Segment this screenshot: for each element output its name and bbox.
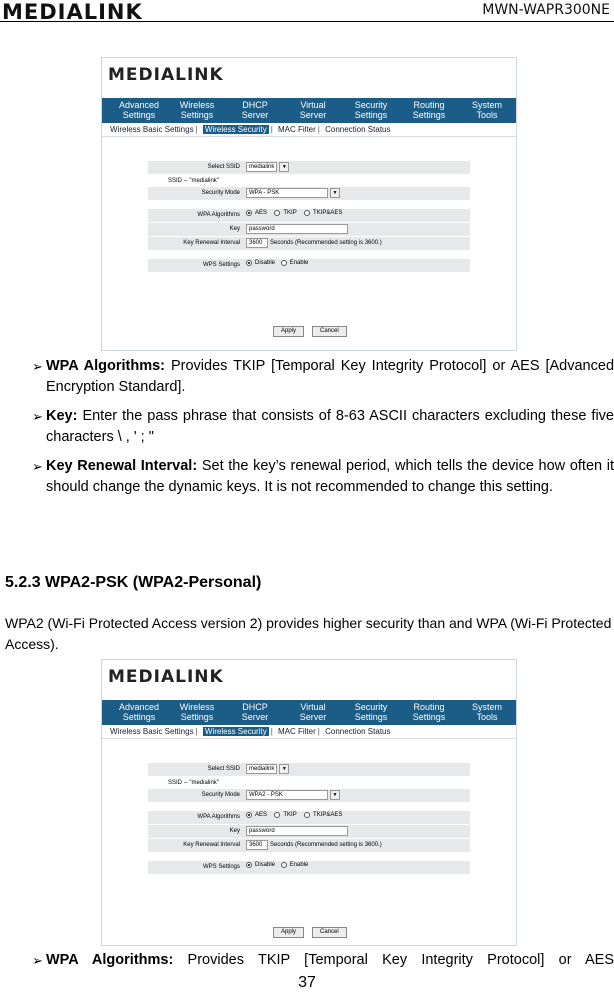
bullet-term: Key Renewal Interval: [46,458,198,474]
screenshot-wpa2-psk [101,659,517,946]
bullet-term: WPA Algorithms: [46,952,174,968]
aes-label: AES [255,210,268,216]
renewal-row [148,839,470,852]
subnav-wireless-basic[interactable]: Wireless Basic Settings [110,727,194,736]
select-ssid-label: Select SSID [207,766,240,772]
ssid-note: SSID -- "medialink" [168,780,219,786]
wpa-algorithms-row [148,209,470,222]
router-subnav: Wireless Basic Settings | Wireless Security | MAC Filter | Connection Status [102,725,516,739]
wps-enable-label: Enable [289,260,309,266]
bullet-wpa-algorithms [32,356,614,400]
bullet-text: Provides TKIP [Temporal Key Integrity Protocol] or AES [Advanced Encryption Standard]. [46,358,614,395]
tkip-aes-label: TKIP&AES [313,812,343,818]
nav-routing-settings[interactable]: Routing Settings [412,100,446,120]
tkip-aes-label: TKIP&AES [313,210,343,216]
wps-disable-label: Disable [255,260,276,266]
subnav-mac-filter[interactable]: MAC Filter [278,125,316,134]
subnav-wireless-security[interactable]: Wireless Security [204,727,267,736]
nav-wireless-settings[interactable]: Wireless Settings [179,702,215,722]
bullet-text: Set the key’s renewal period, which tells the device how often it should change the dynamic keys. It is not recommended to change this setting. [46,458,614,495]
bullet-text: Provides TKIP [Temporal Key Integrity Protocol] or AES [173,952,614,968]
bullet-text: Enter the pass phrase that consists of 8-63 ASCII characters excluding these five characters \ , ' ; " [46,408,614,445]
radio-wps-disable[interactable] [246,260,252,266]
router-logo: MEDIALINK [108,667,224,687]
chevron-down-icon[interactable]: ▼ [330,790,340,800]
bullet-wpa2-algorithms [32,950,614,972]
bullet-term: WPA Algorithms: [46,358,166,374]
apply-button[interactable]: Apply [273,326,304,337]
section-title: 5.2.3 WPA2-PSK (WPA2-Personal) [5,574,262,591]
wps-enable-label: Enable [289,862,309,868]
wps-label: WPS Settings [202,864,240,870]
security-mode-row [148,187,470,200]
renewal-label: Key Renewal Interval [183,842,240,848]
router-logo-bar [102,660,516,700]
key-label: Key [229,226,240,232]
settings-form [148,161,470,273]
nav-virtual-server[interactable]: Virtual Server [299,100,327,120]
arrow-bullet-icon: ➢ [32,953,43,968]
nav-system-tools[interactable]: System Tools [471,702,502,722]
subnav-mac-filter[interactable]: MAC Filter [278,727,316,736]
header-logo: MEDIALINK [2,0,143,24]
nav-wireless-settings[interactable]: Wireless Settings [179,100,215,120]
security-mode-label: Security Mode [201,190,240,196]
radio-wps-enable[interactable] [281,260,287,266]
bullet-key [32,406,614,450]
wps-label: WPS Settings [202,262,240,268]
wps-row [148,259,470,272]
key-row [148,825,470,838]
form-buttons [273,927,347,938]
security-mode-select[interactable]: WPA2 - PSK [246,790,328,800]
security-mode-label: Security Mode [201,792,240,798]
ssid-select[interactable]: medialink [246,764,277,774]
ssid-note: SSID -- "medialink" [168,178,219,184]
subnav-connection-status[interactable]: Connection Status [325,125,391,134]
nav-security-settings[interactable]: Security Settings [354,100,388,120]
renewal-input[interactable]: 3600 [246,238,268,248]
page-number: 37 [298,974,316,991]
radio-tkip-aes[interactable] [304,812,310,818]
header-model: MWN-WAPR300NE [482,2,610,18]
nav-routing-settings[interactable]: Routing Settings [412,702,446,722]
chevron-down-icon[interactable]: ▼ [330,188,340,198]
arrow-bullet-icon: ➢ [32,459,43,474]
wpa-algorithms-label: WPA Algorithms [197,212,240,218]
renewal-row [148,237,470,250]
page-header [0,0,614,22]
select-ssid-label: Select SSID [207,164,240,170]
wps-row [148,861,470,874]
renewal-label: Key Renewal Interval [183,240,240,246]
section-paragraph: WPA2 (Wi-Fi Protected Access version 2) provides higher security than and WPA (Wi-Fi Protected Access). [5,615,612,652]
arrow-bullet-icon: ➢ [32,409,43,424]
arrow-bullet-icon: ➢ [32,359,43,374]
radio-tkip[interactable] [274,210,280,216]
radio-tkip-aes[interactable] [304,210,310,216]
key-row [148,223,470,236]
radio-aes[interactable] [246,812,252,818]
aes-label: AES [255,812,268,818]
nav-system-tools[interactable]: System Tools [471,100,502,120]
nav-advanced-settings[interactable]: Advanced Settings [118,702,160,722]
security-mode-select[interactable]: WPA - PSK [246,188,328,198]
renewal-note: Seconds (Recommended setting is 3600.) [270,240,382,246]
subnav-connection-status[interactable]: Connection Status [325,727,391,736]
ssid-select[interactable]: medialink [246,162,277,172]
wpa-algorithms-row [148,811,470,824]
renewal-input[interactable]: 3600 [246,840,268,850]
bullet-term: Key: [46,408,78,424]
settings-form [148,763,470,875]
key-input[interactable]: password [246,826,348,836]
nav-advanced-settings[interactable]: Advanced Settings [118,100,160,120]
nav-security-settings[interactable]: Security Settings [354,702,388,722]
radio-aes[interactable] [246,210,252,216]
screenshot-wpa-psk [101,57,517,351]
select-ssid-row [148,161,470,174]
security-mode-row [148,789,470,802]
select-ssid-row [148,763,470,776]
tkip-label: TKIP [283,812,297,818]
cancel-button[interactable]: Cancel [312,326,347,337]
form-buttons [273,326,347,337]
router-subnav: Wireless Basic Settings | Wireless Security | MAC Filter | Connection Status [102,123,516,137]
radio-tkip[interactable] [274,812,280,818]
subnav-wireless-security[interactable]: Wireless Security [204,125,267,134]
router-nav [102,700,516,725]
bullet-key-renewal [32,456,614,522]
tkip-label: TKIP [283,210,297,216]
chevron-down-icon[interactable]: ▼ [279,764,289,774]
wpa-algorithms-label: WPA Algorithms [197,814,240,820]
router-logo-bar [102,58,516,98]
router-nav [102,98,516,123]
wps-disable-label: Disable [255,862,276,868]
key-input[interactable]: password [246,224,348,234]
renewal-note: Seconds (Recommended setting is 3600.) [270,842,382,848]
nav-dhcp-server[interactable]: DHCP Server [241,100,269,120]
cancel-button[interactable]: Cancel [312,927,347,938]
subnav-wireless-basic[interactable]: Wireless Basic Settings [110,125,194,134]
key-label: Key [229,828,240,834]
nav-virtual-server[interactable]: Virtual Server [299,702,327,722]
router-logo: MEDIALINK [108,65,224,85]
apply-button[interactable]: Apply [273,927,304,938]
chevron-down-icon[interactable]: ▼ [279,162,289,172]
radio-wps-disable[interactable] [246,862,252,868]
radio-wps-enable[interactable] [281,862,287,868]
nav-dhcp-server[interactable]: DHCP Server [241,702,269,722]
